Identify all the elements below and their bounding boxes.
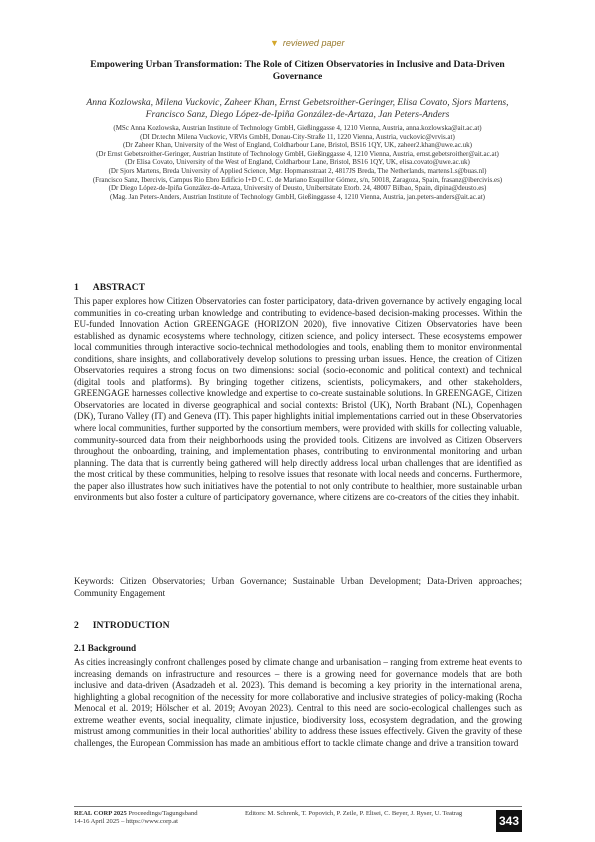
section-number: 1: [74, 282, 79, 293]
paper-title: Empowering Urban Transformation: The Role of Citizen Observatories in Inclusive and Data-Driven Governance: [90, 59, 505, 82]
reviewed-paper-badge: [270, 38, 344, 48]
affiliation-item: (Dr Elisa Covato, University of the West of England, Coldharbour Lane, Bristol, BS16 1QY, UK, elisa.covato@uwe.ac.uk): [125, 158, 470, 167]
affiliation-list: [66, 124, 529, 201]
page-footer: [74, 806, 522, 836]
author-list: Anna Kozlowska, Milena Vuckovic, Zaheer Khan, Ernst Gebetsroither-Geringer, Elisa Covato, Sjors Martens, Francisco Sanz, Diego López-de-Ipiña González-de-Artaza, Jan Peters-Anders: [86, 97, 509, 120]
affiliation-item: (MSc Anna Kozlowska, Austrian Institute of Technology GmbH, Gießinggasse 4, 1210 Vienna, Austria, anna.kozlowska@ait.ac.at): [113, 124, 482, 132]
affiliation-item: (Dr Zaheer Khan, University of the West of England, Coldharbour Lane, Bristol, BS16 1QY, UK, zaheer2.khan@uwe.ac.uk): [123, 141, 472, 150]
affiliation-item: (Dr Sjors Martens, Breda University of Applied Science, Mgr. Hopmansstraat 2, 4817JS Breda, The Netherlands, martens1.s@buas.nl): [108, 166, 487, 175]
affiliation-item: (Francisco Sanz, Ibercivis, Campus Rio Ebro Edificio I+D C. C. de Mariano Esquillor Gómez, s/n, 50018, Zaragoza, Spain, frasanz@ibercivis.es): [92, 175, 503, 184]
footer-editors: Editors: M. Schrenk, T. Popovich, P. Zeile, P. Elisei, C. Beyer, J. Ryser, U. Teatrag: [245, 810, 463, 817]
subsection-heading-background: 2.1 Background: [74, 643, 137, 653]
section-number: 2: [74, 620, 79, 631]
background-paragraph: As cities increasingly confront challenges posed by climate change and urbanisation – ranging from extreme heat events to increasing demands on infrastructure and resources – there is a growing need for governance models that are both inclusive and data-driven (Asadzadeh et al. 2023). This demand is becoming a key priority in the international arena, highlighting a global recognition of the necessity for more collaborative and inclusive strategies of policy-making (Rocha Menocal et al. 2019; Hölscher et al. 2019; Avoyan 2023). Central to this need are socio-ecological challenges such as extreme weather events, social inequality, climate injustice, biodiversity loss, ecosystem degradation, and the growing mistrust among communities in their local authorities' ability to address these issues effectively. Given the gravity of these challenges, the European Commission has made an ambitious effort to tackle climate change and drive a transition toward: [74, 657, 522, 748]
section-heading-introduction: [74, 620, 170, 631]
section-heading-abstract: [74, 282, 145, 293]
affiliation-item: (Dr Diego López-de-Ipiña González-de-Artaza, University of Deusto, Unibertsitate Etorb. 24, 48007 Bilbao, Spain, dipina@deusto.es): [108, 184, 487, 193]
footer-dates: 14-16 April 2025 – https://www.corp.at: [74, 818, 178, 826]
section-title: ABSTRACT: [92, 282, 146, 293]
affiliation-item: (Dr Ernst Gebetsroither-Geringer, Austrian Institute of Technology GmbH, Gießinggasse 4, 1210 Vienna, Austria, ernst.gebetsroither@ait.ac.at): [96, 149, 499, 158]
keywords-line: Keywords: Citizen Observatories; Urban Governance; Sustainable Urban Development; Data-Driven approaches; Community Engagement: [74, 576, 522, 598]
footer-conf-name: REAL CORP 2025: [74, 810, 127, 817]
footer-proceedings: Proceedings/Tagungsband: [126, 810, 198, 817]
abstract-paragraph: This paper explores how Citizen Observatories can foster participatory, data-driven governance by actively engaging local communities in co-creating urban knowledge and contributing to evidence-based decision-making processes. Within the EU-funded Innovation Action GREENGAGE (HORIZON 2020), five innovative Citizen Observatories have been established as dynamic ecosystems where technology, citizen science, and policy intersect. These ecosystems empower local communities through interactive socio-technical methodologies and tools, enabling them to monitor environmental conditions, share insights, and collaboratively develop solutions to pressing urban issues. Hence, the creation of Citizen Observatories requires a strong focus on two dimensions: social (socio-economic and political context) and technical (digital tools and platforms). By bringing together citizens, scientists, policymakers, and other stakeholders, GREENGAGE harnesses collective knowledge and expertise to co-create sustainable solutions. In GREENGAGE, Citizen Observatories are located in diverse geographical and social contexts: Bristol (UK), North Brabant (NL), Copenhagen (DK), Turano Valley (IT) and Geneva (IT). This paper highlights initial implementations carried out in these Observatories where local communities, further supported by the consortium members, were provided with skills for collecting valuable, community-sourced data from their neighborhoods using the provided tools. Citizens are involved as Citizen Observers throughout the onboarding, training, and implementation phases, contributing to environmental monitoring and urban planning. The data that is currently being gathered will help directly address local urban challenges that are identified as the most critical by these communities, helping to resolve issues that resonate with local needs and concerns. Furthermore, the paper also illustrates how such initiatives have the potential to not only contribute to healthier, more sustainable urban environments but also foster a culture of participatory governance, where citizens are co-creators of the cities they inhabit.: [74, 296, 522, 503]
page-number: 343: [496, 810, 522, 832]
footer-conference: [74, 807, 239, 836]
affiliation-item: (DI Dr.techn Milena Vuckovic, VRVis GmbH, Donau-City-Straße 11, 1220 Vienna, Austria, vuckovic@vrvis.at): [140, 132, 455, 141]
affiliation-item: (Mag. Jan Peters-Anders, Austrian Institute of Technology GmbH, Gießinggasse 4, 1210 Vienna, Austria, jan.peters-anders@ait.ac.at): [109, 192, 486, 201]
badge-label: reviewed paper: [282, 38, 345, 48]
section-title: INTRODUCTION: [92, 620, 170, 631]
reviewed-pin-icon: ▼: [270, 38, 279, 48]
